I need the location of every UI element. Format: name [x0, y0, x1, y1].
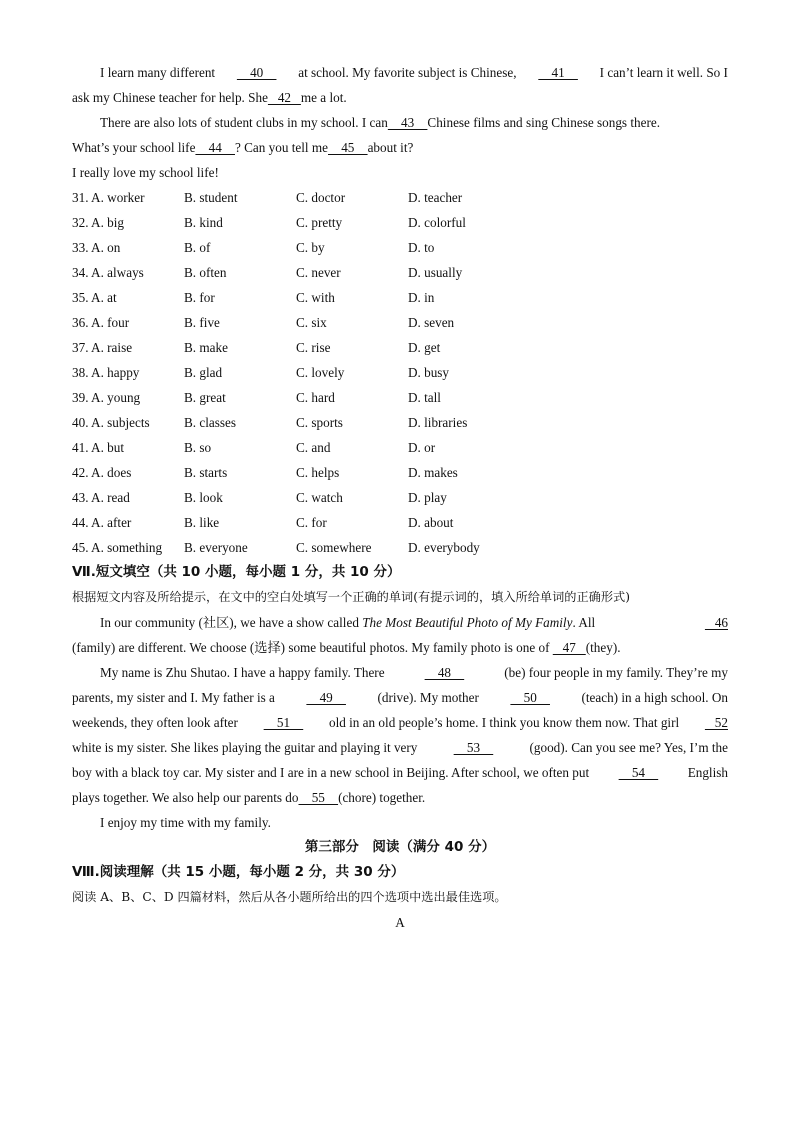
- option-a: 39. A. young: [72, 390, 141, 405]
- option-row: [72, 285, 728, 310]
- passage-line-5: I really love my school life!: [72, 165, 219, 180]
- option-c: C. helps: [296, 465, 340, 480]
- text: (be) four people in my family. They’re my: [504, 665, 728, 680]
- option-a: 36. A. four: [72, 315, 130, 330]
- option-d: D. seven: [408, 315, 455, 330]
- blank-49: 49: [306, 690, 346, 705]
- option-a: 33. A. on: [72, 240, 121, 255]
- option-a: 37. A. raise: [72, 340, 133, 355]
- option-b: B. great: [184, 390, 226, 405]
- blank-47: 47: [552, 640, 586, 655]
- blank-53: 53: [453, 740, 494, 755]
- option-c: C. doctor: [296, 190, 346, 205]
- text: (teach) in a high school. On: [581, 690, 728, 705]
- option-a: 44. A. after: [72, 515, 132, 530]
- option-b: B. of: [184, 240, 211, 255]
- text: I learn many different: [100, 65, 216, 80]
- option-d: D. in: [408, 290, 435, 305]
- s7-line-2: [72, 635, 728, 660]
- text: weekends, they often look after: [72, 715, 238, 730]
- option-c: C. somewhere: [296, 540, 372, 555]
- option-d: D. about: [408, 515, 454, 530]
- text: In our community (社区), we have a show called The Most Beautiful Photo of My Family. All: [100, 615, 596, 630]
- option-row: [72, 335, 728, 360]
- s7-line-1: [72, 610, 728, 635]
- option-c: C. six: [296, 315, 327, 330]
- option-row: [72, 210, 728, 235]
- option-b: B. make: [184, 340, 228, 355]
- text: ? Can you tell me: [234, 140, 329, 155]
- text: white is my sister. She likes playing the guitar and playing it very: [72, 740, 418, 755]
- option-d: D. tall: [408, 390, 441, 405]
- text: me a lot.: [300, 90, 347, 105]
- passage-line-2: [72, 85, 728, 110]
- blank-40: 40: [236, 65, 277, 80]
- option-a: 40. A. subjects: [72, 415, 150, 430]
- option-b: B. so: [184, 440, 212, 455]
- option-d: D. libraries: [408, 415, 468, 430]
- text: ask my Chinese teacher for help. She: [72, 90, 268, 105]
- option-row: [72, 385, 728, 410]
- s7-line-8: [72, 785, 728, 810]
- blank-44: 44: [195, 140, 235, 155]
- exam-page: [72, 60, 728, 935]
- option-row: [72, 485, 728, 510]
- text: (chore) together.: [338, 790, 426, 805]
- option-c: C. pretty: [296, 215, 343, 230]
- s7-line-5: [72, 710, 728, 735]
- blank-46: 46: [704, 615, 728, 630]
- blank-48: 48: [424, 665, 465, 680]
- option-b: B. look: [184, 490, 223, 505]
- section-7-heading: Ⅶ.短文填空（共 10 小题，每小题 1 分，共 10 分）: [72, 564, 401, 580]
- blank-45: 45: [328, 140, 368, 155]
- option-row: [72, 510, 728, 535]
- option-b: B. like: [184, 515, 220, 530]
- option-b: B. starts: [184, 465, 228, 480]
- passage-letter: A: [395, 915, 405, 930]
- option-a: 41. A. but: [72, 440, 125, 455]
- option-b: B. classes: [184, 415, 237, 430]
- passage-line-4: [72, 135, 728, 160]
- option-b: B. kind: [184, 215, 223, 230]
- text: (good). Can you see me? Yes, I’m the: [529, 740, 728, 755]
- text: My name is Zhu Shutao. I have a happy family. There: [100, 665, 385, 680]
- option-d: D. to: [408, 240, 435, 255]
- option-d: D. usually: [408, 265, 463, 280]
- blank-51: 51: [263, 715, 304, 730]
- option-a: 38. A. happy: [72, 365, 140, 380]
- passage-line-3: [72, 110, 728, 135]
- option-row: [72, 235, 728, 260]
- option-b: B. often: [184, 265, 227, 280]
- option-row: [72, 535, 728, 560]
- option-c: C. lovely: [296, 365, 345, 380]
- blank-50: 50: [510, 690, 550, 705]
- option-a: 32. A. big: [72, 215, 125, 230]
- text: at school. My favorite subject is Chinese,: [298, 65, 517, 80]
- text: English: [687, 765, 728, 780]
- s7-line-3: [72, 660, 728, 685]
- blank-42: 42: [267, 90, 301, 105]
- option-a: 34. A. always: [72, 265, 144, 280]
- option-b: B. glad: [184, 365, 223, 380]
- s7-line-7: [72, 760, 728, 785]
- text: I can’t learn it well. So I: [599, 65, 728, 80]
- section-7-instruction: 根据短文内容及所给提示，在文中的空白处填写一个正确的单词(有提示词的，填入所给单词的正确形式): [72, 590, 630, 604]
- option-d: D. play: [408, 490, 447, 505]
- text: about it?: [367, 140, 414, 155]
- option-a: 43. A. read: [72, 490, 130, 505]
- s7-line-9: I enjoy my time with my family.: [100, 815, 271, 830]
- text: (they).: [585, 640, 621, 655]
- option-d: D. get: [408, 340, 441, 355]
- s7-line-6: [72, 735, 728, 760]
- part-3-title: 第三部分 阅读（满分 40 分）: [304, 839, 496, 855]
- options-list: [72, 185, 728, 560]
- blank-54: 54: [618, 765, 659, 780]
- option-a: 31. A. worker: [72, 190, 145, 205]
- passage-line-1: [72, 60, 728, 85]
- option-row: [72, 260, 728, 285]
- blank-41: 41: [538, 65, 578, 80]
- option-c: C. for: [296, 515, 327, 530]
- text: boy with a black toy car. My sister and I are in a new school in Beijing. After school, we often put: [72, 765, 590, 780]
- option-c: C. hard: [296, 390, 335, 405]
- option-c: C. rise: [296, 340, 331, 355]
- option-d: D. or: [408, 440, 436, 455]
- option-d: D. makes: [408, 465, 458, 480]
- option-c: C. watch: [296, 490, 343, 505]
- text: There are also lots of student clubs in my school. I can: [100, 115, 388, 130]
- option-c: C. and: [296, 440, 331, 455]
- text: (family) are different. We choose (选择) some beautiful photos. My family photo is one of: [72, 640, 553, 655]
- option-b: B. everyone: [184, 540, 248, 555]
- option-a: 45. A. something: [72, 540, 163, 555]
- option-d: D. everybody: [408, 540, 480, 555]
- option-row: [72, 360, 728, 385]
- option-b: B. five: [184, 315, 220, 330]
- text: old in an old people’s home. I think you know them now. That girl: [328, 715, 680, 730]
- option-row: [72, 185, 728, 210]
- option-b: B. student: [184, 190, 238, 205]
- s7-line-4: [72, 685, 728, 710]
- text: What’s your school life: [72, 140, 196, 155]
- blank-52: 52: [704, 715, 728, 730]
- section-8-heading: Ⅷ.阅读理解（共 15 小题，每小题 2 分，共 30 分）: [72, 864, 405, 880]
- text: plays together. We also help our parents do: [72, 790, 299, 805]
- section-8-instruction: 阅读 A、B、C、D 四篇材料，然后从各小题所给出的四个选项中选出最佳选项。: [72, 890, 507, 904]
- option-c: C. never: [296, 265, 341, 280]
- option-row: [72, 460, 728, 485]
- option-row: [72, 410, 728, 435]
- blank-55: 55: [298, 790, 339, 805]
- option-d: D. busy: [408, 365, 450, 380]
- option-c: C. with: [296, 290, 335, 305]
- option-d: D. teacher: [408, 190, 463, 205]
- option-c: C. sports: [296, 415, 343, 430]
- option-row: [72, 435, 728, 460]
- option-row: [72, 310, 728, 335]
- text: Chinese films and sing Chinese songs there.: [427, 115, 661, 130]
- blank-43: 43: [387, 115, 428, 130]
- option-b: B. for: [184, 290, 215, 305]
- text: (drive). My mother: [377, 690, 479, 705]
- option-c: C. by: [296, 240, 325, 255]
- text: parents, my sister and I. My father is a: [72, 690, 275, 705]
- option-d: D. colorful: [408, 215, 466, 230]
- option-a: 35. A. at: [72, 290, 117, 305]
- option-a: 42. A. does: [72, 465, 132, 480]
